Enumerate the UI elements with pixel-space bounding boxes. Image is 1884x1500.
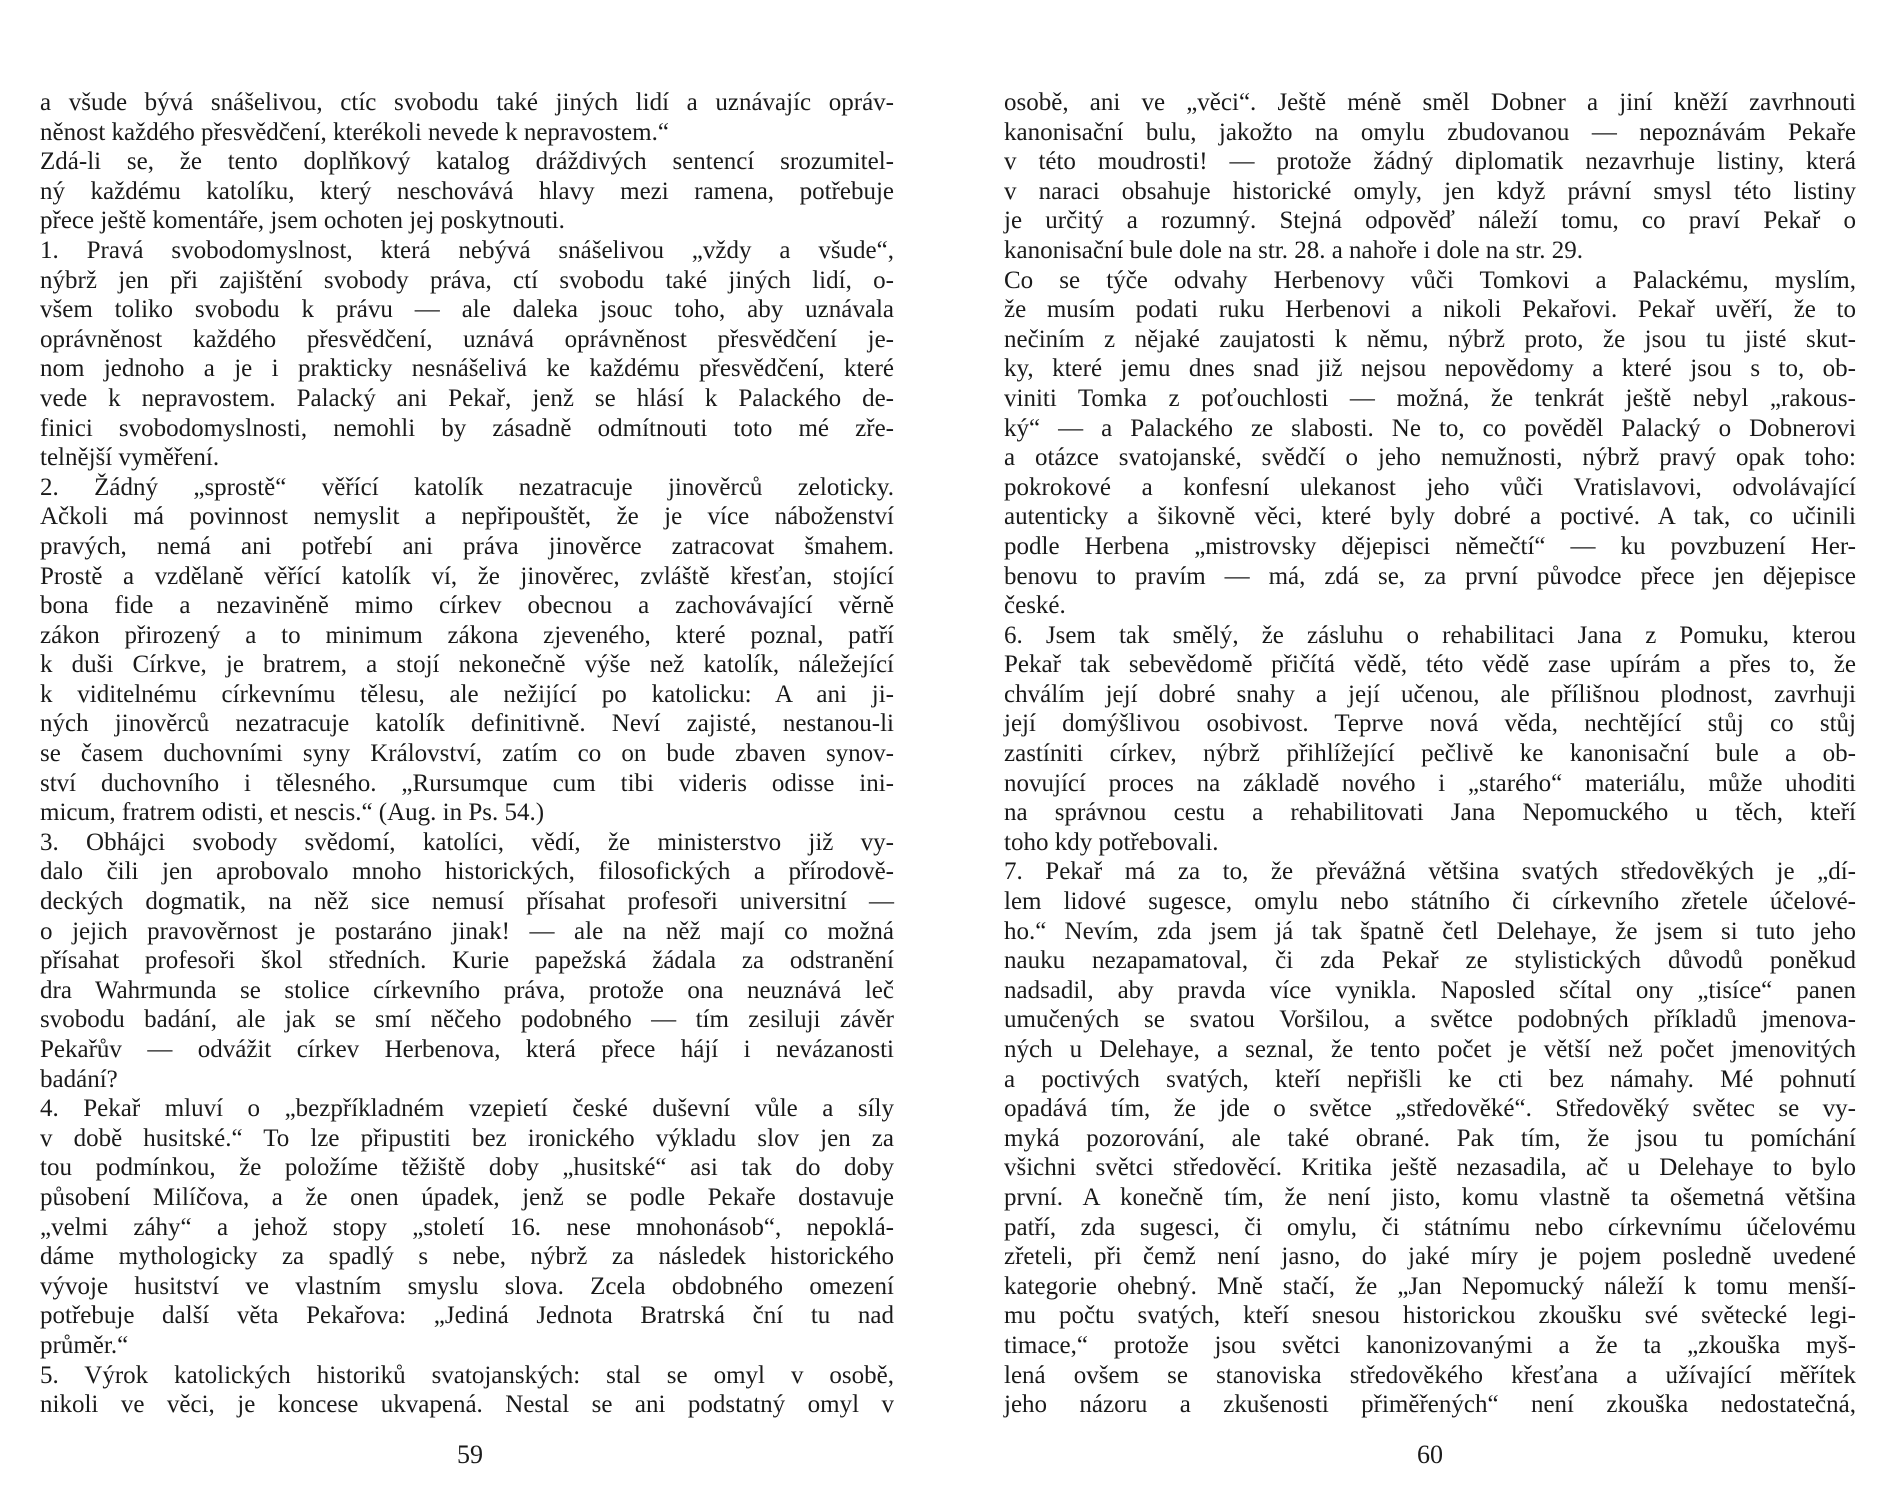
text-line: pokrokové a konfesní ulekanost jeho vůči Vratislavovi, odvolávající bbox=[1004, 473, 1856, 501]
text-line: ky, které jemu dnes snad již nejsou nepovědomy a které jsou s to, ob- bbox=[1004, 355, 1856, 383]
text-line: Pekař tak sebevědomě přičítá vědě, této vědě zase upírám a přes to, že bbox=[1004, 651, 1856, 679]
text-line: všem toliko svobodu k právu — ale daleka jsouc toho, aby uznávala bbox=[40, 296, 894, 324]
text-line: osobě, ani ve „věci“. Ještě méně směl Dobner a jiní kněží zavrhnouti bbox=[1004, 89, 1856, 116]
text-line: 6. Jsem tak smělý, že zásluhu o rehabilitaci Jana z Pomuku, kterou bbox=[1004, 621, 1856, 649]
text-line: benovu to pravím — má, zdá se, za první původce přece jen dějepisce bbox=[1004, 562, 1856, 590]
text-line: opadává tím, že jde o světce „středověké“. Středověký světec se vy- bbox=[1004, 1095, 1856, 1123]
text-line: a poctivých svatých, kteří nepřišli ke cti bez námahy. Mé pohnutí bbox=[1004, 1065, 1856, 1093]
text-line: nýbrž jen při zajištění svobody práva, ctí svobodu také jiných lidí, o- bbox=[40, 266, 894, 294]
text-line: micum, fratrem odisti, et nescis.“ (Aug. in Ps. 54.) bbox=[40, 799, 545, 827]
text-line: badání? bbox=[40, 1065, 118, 1093]
text-line: telnější vyměření. bbox=[40, 444, 220, 472]
text-line: 4. Pekař mluví o „bezpříkladném vzepietí české duševní vůle a síly bbox=[40, 1095, 894, 1123]
text-line: 5. Výrok katolických historiků svatojanských: stal se omyl v osobě, bbox=[40, 1361, 894, 1389]
text-line: myká pozorování, ale také obrané. Pak tím, že jsou tu pomíchání bbox=[1004, 1124, 1856, 1152]
text-line: vede k nepravostem. Palacký ani Pekař, jenž se hlásí k Palackého de- bbox=[40, 384, 894, 412]
text-line: v naraci obsahuje historické omyly, jen když právní smysl této listiny bbox=[1004, 177, 1856, 205]
text-line: dra Wahrmunda se stolice církevního práva, protože ona neuznává leč bbox=[40, 976, 894, 1004]
text-line: kanonisační bulu, jakožto na omylu zbudovanou — nepoznávám Pekaře bbox=[1004, 118, 1856, 146]
text-line: ných u Delehaye, a seznal, že tento počet je větší než počet jmenovitých bbox=[1004, 1036, 1856, 1063]
text-line: se časem duchovními syny Království, zatím co on bude zbaven synov- bbox=[40, 740, 894, 768]
text-line: k viditelnému církevnímu tělesu, ale nežijící po katolicku: A ani ji- bbox=[40, 680, 894, 708]
text-line: pravých, nemá ani potřebí ani práva jinověrce zatracovat šmahem. bbox=[40, 532, 894, 560]
text-line: „velmi záhy“ a jehož stopy „století 16. nese mnohonásob“, nepoklá- bbox=[40, 1213, 894, 1241]
text-line: působení Milíčova, a že onen úpadek, jenž se podle Pekaře dostavuje bbox=[40, 1183, 894, 1211]
text-line: chválím její dobré snahy a její učenou, ale přílišnou plodnost, zavrhuji bbox=[1004, 680, 1856, 708]
text-line: deckých dogmatik, na něž sice nemusí přísahat profesoři universitní — bbox=[40, 888, 894, 916]
text-line: svobodu badání, ale jak se smí něčeho podobného — tím zesiluji závěr bbox=[40, 1006, 894, 1034]
text-line: nikoli ve věci, je koncese ukvapená. Nestal se ani podstatný omyl v bbox=[40, 1391, 894, 1419]
text-line: přece ještě komentáře, jsem ochoten jej poskytnouti. bbox=[40, 207, 565, 235]
text-line: v době husitské.“ To lze připustiti bez ironického výkladu slov jen za bbox=[40, 1124, 894, 1152]
text-line: 7. Pekař má za to, že převážná většina svatých středověkých je „dí- bbox=[1004, 858, 1856, 886]
text-line: a otázce svatojanské, svědčí o jeho nemužnosti, nýbrž pravý opak toho: bbox=[1004, 444, 1856, 472]
text-line: nom jednoho a je i prakticky nesnášelivá ke každému přesvědčení, které bbox=[40, 355, 894, 383]
text-line: o jejich pravověrnost je postaráno jinak! — ale na něž mají co možná bbox=[40, 917, 894, 945]
text-line: dáme mythologicky za spadlý s nebe, nýbrž za následek historického bbox=[40, 1243, 894, 1271]
text-line: ký“ — a Palackého ze slabosti. Ne to, co pověděl Palacký o Dobnerovi bbox=[1004, 414, 1856, 442]
text-line: 2. Žádný „sprostě“ věřící katolík nezatracuje jinověrců zeloticky. bbox=[40, 473, 894, 501]
text-line: ho.“ Nevím, zda jsem já tak špatně četl Delehaye, že jsem si tuto jeho bbox=[1004, 917, 1856, 945]
text-line: kategorie ohebný. Mně stačí, že „Jan Nepomucký náleží k tomu menší- bbox=[1004, 1272, 1856, 1300]
text-line: autenticky a šikovně věci, které byly dobré a poctivé. A tak, co učinili bbox=[1004, 503, 1856, 531]
text-line: finici svobodomyslnosti, nemohli by zásadně odmítnouti toto mé zře- bbox=[40, 414, 894, 442]
text-line: zřeteli, při čemž není jasno, do jaké míry je pojem posledně uvedené bbox=[1004, 1243, 1856, 1271]
text-line: mu počtu svatých, kteří snesou historickou zkoušku své světecké legi- bbox=[1004, 1302, 1856, 1330]
text-line: patří, zda sugesci, či omylu, či státnímu nebo církevnímu účelovému bbox=[1004, 1213, 1856, 1241]
text-line: vývoje husitství ve vlastním smyslu slova. Zcela obdobného omezení bbox=[40, 1272, 894, 1300]
left-page-text bbox=[40, 88, 894, 1420]
text-line: toho kdy potřebovali. bbox=[1004, 828, 1219, 856]
text-line: a všude bývá snášelivou, ctíc svobodu také jiných lidí a uznávajíc opráv- bbox=[40, 89, 894, 116]
left-page-number: 59 bbox=[457, 1440, 483, 1469]
text-line: jeho názoru a zkušenosti přiměřených“ není zkouška nedostatečná, bbox=[1004, 1391, 1856, 1419]
text-line: dalo čili jen aprobovalo mnoho historických, filosofických a přírodově- bbox=[40, 858, 894, 886]
text-line: timace,“ protože jsou světci kanonizovanými a že ta „zkouška myš- bbox=[1004, 1331, 1856, 1359]
text-line: Ačkoli má povinnost nemyslit a nepřipouštět, že je více náboženství bbox=[40, 503, 894, 531]
text-line: 3. Obhájci svobody svědomí, katolíci, vědí, že ministerstvo již vy- bbox=[40, 828, 894, 856]
text-line: průměr.“ bbox=[40, 1331, 129, 1359]
text-line: 1. Pravá svobodomyslnost, která nebývá snášelivou „vždy a všude“, bbox=[40, 236, 894, 264]
text-line: ných jinověrců nezatracuje katolík definitivně. Neví zajisté, nestanou-li bbox=[40, 710, 894, 738]
text-line: přísahat profesoři škol středních. Kurie papežská žádala za odstranění bbox=[40, 947, 894, 975]
text-line: že musím podati ruku Herbenovi a nikoli Pekařovi. Pekař uvěří, že to bbox=[1004, 296, 1856, 324]
text-line: nadsadil, aby pravda více vynikla. Naposled sčítal ony „tisíce“ panen bbox=[1004, 976, 1856, 1004]
text-line: v této moudrosti! — protože žádný diplomatik nezavrhuje listiny, která bbox=[1004, 148, 1856, 176]
text-line: všichni světci středověcí. Kritika ještě nezasadila, ač u Delehaye to bylo bbox=[1004, 1154, 1856, 1182]
text-line: podle Herbena „mistrovsky dějepisci němečtí“ — ku povzbuzení Her- bbox=[1004, 532, 1856, 560]
right-page-text bbox=[1004, 88, 1856, 1420]
text-line: bona fide a nezaviněně mimo církev obecnou a zachovávající věrně bbox=[40, 592, 894, 620]
text-line: její domýšlivou osobivost. Teprve nová věda, nechtějící stůj co stůj bbox=[1004, 710, 1856, 738]
text-line: Pekařův — odvážit církev Herbenova, která přece hájí i nevázanosti bbox=[40, 1036, 894, 1063]
text-line: lená ovšem se stanoviska středověkého křesťana a užívající měřítek bbox=[1004, 1361, 1856, 1389]
text-line: Zdá-li se, že tento doplňkový katalog dráždivých sentencí srozumitel- bbox=[40, 148, 894, 176]
text-line: Co se týče odvahy Herbenovy vůči Tomkovi a Palackému, myslím, bbox=[1004, 266, 1856, 294]
text-line: kanonisační bule dole na str. 28. a nahoře i dole na str. 29. bbox=[1004, 236, 1584, 264]
text-line: oprávněnost každého přesvědčení, uznává oprávněnost přesvědčení je- bbox=[40, 325, 894, 353]
text-line: zastíniti církev, nýbrž přihlížející pečlivě ke kanonisační bule a ob- bbox=[1004, 740, 1856, 768]
text-line: na správnou cestu a rehabilitovati Jana Nepomuckého u těch, kteří bbox=[1004, 799, 1856, 827]
text-line: ný každému katolíku, který neschovává hlavy mezi ramena, potřebuje bbox=[40, 177, 894, 205]
text-line: české. bbox=[1004, 592, 1066, 620]
text-line: něnost každého přesvědčení, kterékoli nevede k nepravostem.“ bbox=[40, 118, 669, 146]
text-line: zákon přirozený a to minimum zákona zjeveného, které poznal, patří bbox=[40, 621, 894, 649]
text-line: nečiním z nějaké zaujatosti k němu, nýbrž proto, že jsou tu jisté skut- bbox=[1004, 325, 1856, 353]
text-line: nauku nezapamatoval, či zda Pekař ze stylistických důvodů poněkud bbox=[1004, 947, 1856, 975]
text-line: viniti Tomka z poťouchlosti — možná, že tenkrát ještě nebyl „rakous- bbox=[1004, 384, 1856, 412]
text-line: k duši Církve, je bratrem, a stojí nekonečně výše než katolík, náležející bbox=[40, 651, 894, 679]
text-line: potřebuje další věta Pekařova: „Jediná Jednota Bratrská ční tu nad bbox=[40, 1302, 894, 1330]
text-line: novující proces na základě nového i „starého“ materiálu, může uhoditi bbox=[1004, 769, 1856, 797]
text-line: první. A konečně tím, že není jisto, komu vlastně ta ošemetná většina bbox=[1004, 1183, 1856, 1211]
right-page-number: 60 bbox=[1417, 1440, 1443, 1469]
text-line: ství duchovního i tělesného. „Rursumque cum tibi videris odisse ini- bbox=[40, 769, 894, 797]
text-line: Prostě a vzdělaně věřící katolík ví, že jinověrec, zvláště křesťan, stojící bbox=[40, 562, 894, 590]
text-line: lem lidové sugesce, omylu nebo státního či církevního zřetele účelové- bbox=[1004, 888, 1856, 916]
text-line: umučených se svatou Voršilou, a světce podobných příkladů jmenova- bbox=[1004, 1006, 1856, 1034]
text-line: je určitý a rozumný. Stejná odpověď náleží tomu, co praví Pekař o bbox=[1004, 207, 1856, 235]
text-line: tou podmínkou, že položíme těžiště doby „husitské“ asi tak do doby bbox=[40, 1154, 894, 1182]
